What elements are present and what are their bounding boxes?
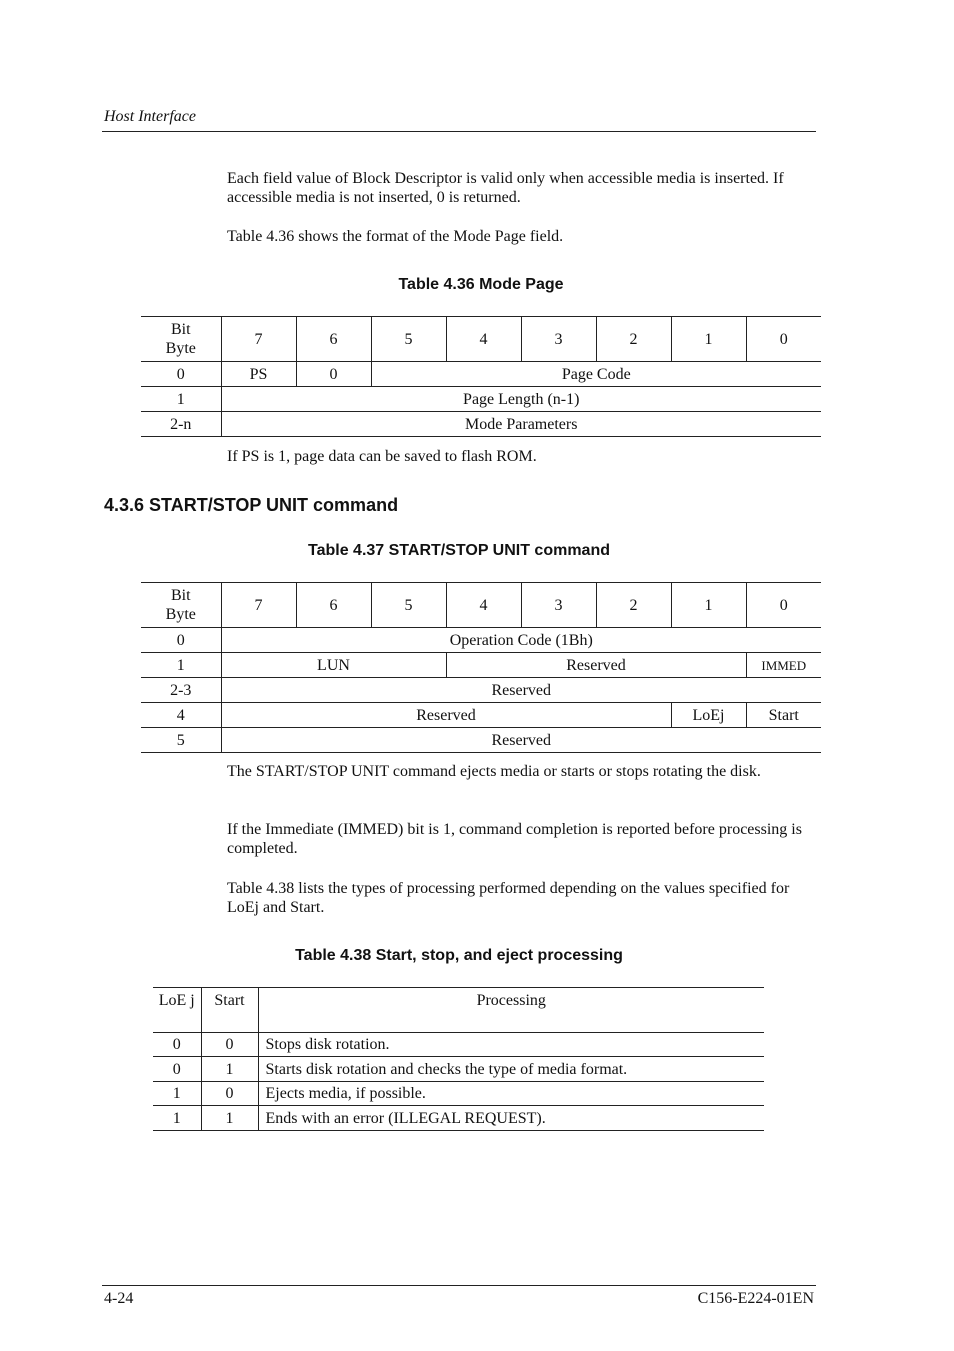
document-number: C156-E224-01EN	[697, 1290, 814, 1307]
footer-rule	[102, 1285, 816, 1286]
processing-cell: Starts disk rotation and checks the type of media format.	[258, 1057, 764, 1082]
table-4-38-processing	[153, 987, 764, 1131]
loej-cell: 1	[153, 1106, 201, 1131]
reserved-cell: Reserved	[221, 728, 821, 753]
body-paragraph: If the Immediate (IMMED) bit is 1, command completion is reported before processing is completed.	[227, 821, 802, 857]
loej-cell: 0	[153, 1033, 201, 1057]
running-header: Host Interface	[104, 108, 196, 125]
page-number: 4-24	[104, 1290, 134, 1307]
bit-header-cell: 7	[221, 317, 296, 362]
table-4-37-start-stop-unit	[141, 582, 821, 753]
table-row	[141, 653, 821, 678]
table-row	[141, 628, 821, 653]
table-row	[141, 678, 821, 703]
processing-cell: Ejects media, if possible.	[258, 1082, 764, 1106]
table-row	[141, 387, 821, 412]
bit-header-cell: 5	[371, 317, 446, 362]
bit-header-cell: 4	[446, 583, 521, 628]
page-length-cell: Page Length (n-1)	[221, 387, 821, 412]
reserved-cell: Reserved	[446, 653, 746, 678]
table-row	[141, 703, 821, 728]
bit-header-cell: 6	[296, 583, 371, 628]
bit6-cell: 0	[296, 362, 371, 387]
bit-header-cell: 2	[596, 317, 671, 362]
processing-cell: Stops disk rotation.	[258, 1033, 764, 1057]
immed-cell: IMMED	[746, 653, 821, 678]
start-cell: 1	[201, 1106, 258, 1131]
table-row	[153, 1033, 764, 1057]
table-row	[153, 1057, 764, 1082]
ps-note: If PS is 1, page data can be saved to flash ROM.	[227, 448, 537, 465]
reserved-cell: Reserved	[221, 678, 821, 703]
start-header-cell: Start	[201, 988, 258, 1033]
processing-header-cell: Processing	[258, 988, 764, 1033]
bit-header-cell: 4	[446, 317, 521, 362]
mode-parameters-cell: Mode Parameters	[221, 412, 821, 437]
table-row	[141, 728, 821, 753]
byte-cell: 2-n	[141, 412, 221, 437]
bit-header-cell: 2	[596, 583, 671, 628]
intro-paragraph: Each field value of Block Descriptor is valid only when accessible media is inserted. If accessible media is not inserted, 0 is returned.	[227, 170, 784, 206]
bit-byte-corner-cell: Bit Byte	[141, 583, 221, 628]
byte-cell: 1	[141, 653, 221, 678]
table-header-row	[141, 583, 821, 628]
bit-header-cell: 0	[746, 317, 821, 362]
section-heading: 4.3.6 START/STOP UNIT command	[104, 495, 399, 515]
operation-code-cell: Operation Code (1Bh)	[221, 628, 821, 653]
bit-header-cell: 7	[221, 583, 296, 628]
bit-header-cell: 3	[521, 317, 596, 362]
table-header-row	[153, 988, 764, 1033]
start-cell: Start	[746, 703, 821, 728]
loej-header-cell: LoE j	[153, 988, 201, 1033]
reserved-cell: Reserved	[221, 703, 671, 728]
byte-cell: 4	[141, 703, 221, 728]
loej-cell: 0	[153, 1057, 201, 1082]
byte-cell: 1	[141, 387, 221, 412]
body-paragraph: Table 4.38 lists the types of processing performed depending on the values specified for LoEj and Start.	[227, 880, 790, 916]
byte-cell: 0	[141, 628, 221, 653]
table-row	[153, 1082, 764, 1106]
table-row	[141, 362, 821, 387]
bit-header-cell: 1	[671, 317, 746, 362]
start-cell: 0	[201, 1033, 258, 1057]
table-4-36-mode-page	[141, 316, 821, 437]
bit-header-cell: 5	[371, 583, 446, 628]
table-row	[153, 1106, 764, 1131]
bit-byte-corner-cell: Bit Byte	[141, 317, 221, 362]
table-4-37-caption: Table 4.37 START/STOP UNIT command	[308, 542, 610, 559]
bit-header-cell: 3	[521, 583, 596, 628]
page-code-cell: Page Code	[371, 362, 821, 387]
loej-cell: LoEj	[671, 703, 746, 728]
ps-cell: PS	[221, 362, 296, 387]
bit-header-cell: 6	[296, 317, 371, 362]
table-4-36-caption: Table 4.36 Mode Page	[398, 276, 564, 293]
header-rule	[102, 131, 816, 132]
bit-header-cell: 0	[746, 583, 821, 628]
byte-cell: 0	[141, 362, 221, 387]
start-cell: 0	[201, 1082, 258, 1106]
lun-cell: LUN	[221, 653, 446, 678]
intro-paragraph-table-ref: Table 4.36 shows the format of the Mode Page field.	[227, 228, 564, 245]
bit-header-cell: 1	[671, 583, 746, 628]
table-row	[141, 412, 821, 437]
loej-cell: 1	[153, 1082, 201, 1106]
start-cell: 1	[201, 1057, 258, 1082]
processing-cell: Ends with an error (ILLEGAL REQUEST).	[258, 1106, 764, 1131]
byte-cell: 5	[141, 728, 221, 753]
byte-cell: 2-3	[141, 678, 221, 703]
body-paragraph: The START/STOP UNIT command ejects media or starts or stops rotating the disk.	[227, 763, 761, 780]
table-header-row	[141, 317, 821, 362]
table-4-38-caption: Table 4.38 Start, stop, and eject processing	[295, 947, 623, 964]
